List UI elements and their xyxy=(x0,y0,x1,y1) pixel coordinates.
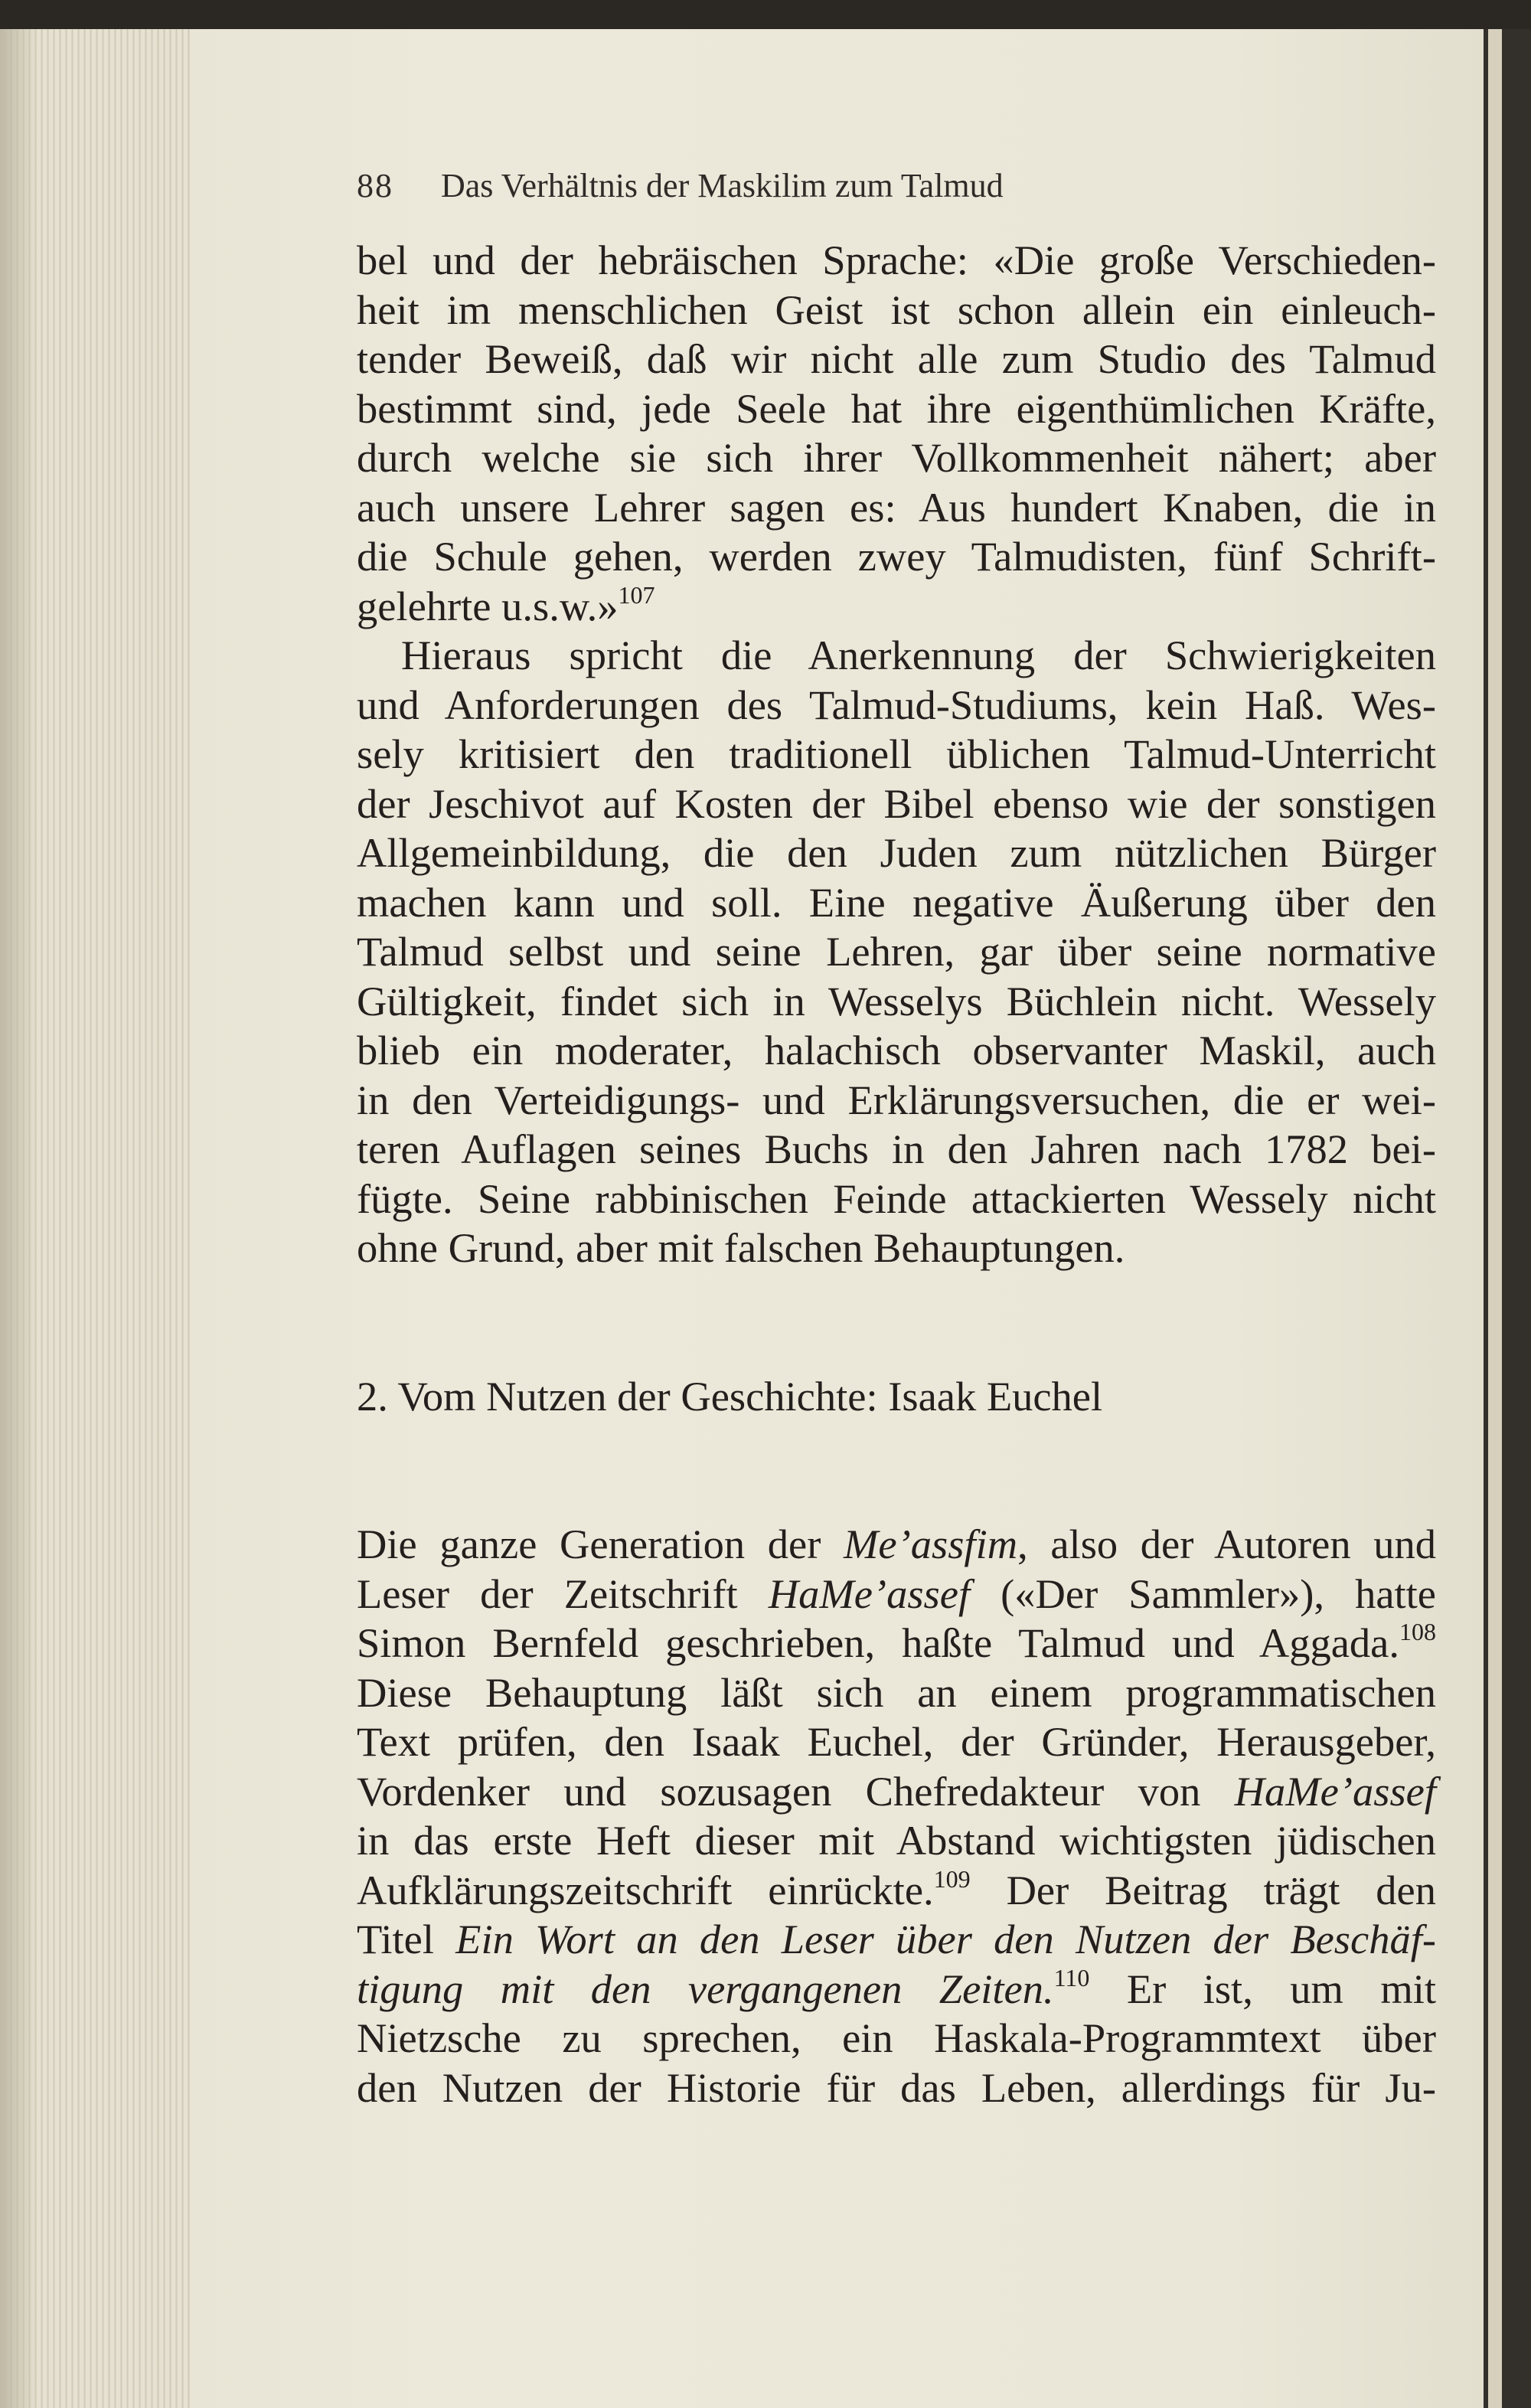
text-fragment: Der Beitrag trägt den xyxy=(970,1866,1436,1913)
text-line: sely kritisiert den traditionell üblichen Talmud-Unterricht xyxy=(357,730,1436,777)
text-line: Talmud selbst und seine Lehren, gar über seine normative xyxy=(357,928,1436,975)
text-fragment: Vordenker und sozusagen Chefredakteur von xyxy=(357,1767,1235,1815)
text-line: machen kann und soll. Eine negative Äußerung über den xyxy=(357,878,1436,926)
text-line: ohne Grund, aber mit falschen Behauptungen. xyxy=(357,1224,1125,1271)
page-edges-shadow xyxy=(0,29,38,2408)
text-line xyxy=(357,1767,1436,1817)
text-line xyxy=(357,1915,1436,1965)
text-fragment: Titel xyxy=(357,1916,456,1962)
text-line xyxy=(357,1520,1436,1570)
body-text xyxy=(357,236,1436,2112)
text-fragment: Aufklärungszeitschrift einrückte. xyxy=(357,1866,934,1913)
footnote-marker: 108 xyxy=(1399,1618,1436,1645)
text-line: bel und der hebräischen Sprache: «Die große Verschieden- xyxy=(357,237,1436,283)
text-line: Nietzsche zu sprechen, ein Haskala-Programmtext über xyxy=(357,2014,1436,2061)
text-fragment: Simon Bernfeld geschrieben, haßte Talmud und Aggada. xyxy=(357,1619,1399,1666)
footnote-marker: 109 xyxy=(933,1864,971,1893)
section-spacer xyxy=(357,1421,1436,1520)
section-spacer xyxy=(357,1273,1436,1372)
text-line: tender Beweiß, daß wir nicht alle zum Studio des Talmud xyxy=(357,335,1436,382)
page-header xyxy=(357,159,1122,213)
text-line: die Schule gehen, werden zwey Talmudisten, fünf Schrift- xyxy=(357,533,1436,580)
text-line: Diese Behauptung läßt sich an einem programmatischen xyxy=(357,1668,1436,1716)
italic-term: Me’assfim xyxy=(844,1521,1018,1567)
text-line: bestimmt sind, jede Seele hat ihre eigenthümlichen Kräfte, xyxy=(357,384,1436,432)
paragraph-first-line: Hieraus spricht die Anerkennung der Schwierigkeiten xyxy=(401,632,1436,678)
text-line xyxy=(357,1570,1436,1619)
section-heading: 2. Vom Nutzen der Geschichte: Isaak Euchel xyxy=(357,1372,1103,1420)
text-line: Gültigkeit, findet sich in Wesselys Büchlein nicht. Wessely xyxy=(357,977,1436,1024)
opposite-page-edge xyxy=(1488,29,1502,2408)
text-line: durch welche sie sich ihrer Vollkommenheit nähert; aber xyxy=(357,434,1436,481)
text-line: fügte. Seine rabbinischen Feinde attackierten Wessely nicht xyxy=(357,1175,1436,1222)
text-line xyxy=(357,1866,1436,1916)
text-line: den Nutzen der Historie für das Leben, allerdings für Ju- xyxy=(357,2063,1436,2111)
page-number: 88 xyxy=(357,167,393,204)
scanner-top-strip xyxy=(0,0,1531,29)
text-line: Text prüfen, den Isaak Euchel, der Gründer, Herausgeber, xyxy=(357,1718,1436,1765)
text-fragment: gelehrte u.s.w.» xyxy=(357,582,619,629)
italic-title: tigung mit den vergangenen Zeiten. xyxy=(357,1965,1054,2012)
text-fragment: , also der Autoren und xyxy=(1017,1521,1436,1567)
text-line: heit im menschlichen Geist ist schon allein ein einleuch- xyxy=(357,286,1436,333)
text-line: in das erste Heft dieser mit Abstand wichtigsten jüdischen xyxy=(357,1817,1436,1864)
text-line: der Jeschivot auf Kosten der Bibel ebenso wie der sonstigen xyxy=(357,779,1436,827)
text-line xyxy=(357,1965,1436,2014)
italic-title: HaMe’assef xyxy=(768,1570,971,1617)
text-line: auch unsere Lehrer sagen es: Aus hundert Knaben, die in xyxy=(357,483,1436,531)
running-title: Das Verhältnis der Maskilim zum Talmud xyxy=(441,167,1004,204)
footnote-marker: 110 xyxy=(1053,1963,1090,1991)
text-line: teren Auflagen seines Buchs in den Jahren nach 1782 bei- xyxy=(357,1126,1436,1172)
text-line: Allgemeinbildung, die den Juden zum nützlichen Bürger xyxy=(357,829,1436,876)
text-line xyxy=(357,582,1436,632)
italic-title: Ein Wort an den Leser über den Nutzen der Beschäf- xyxy=(455,1916,1436,1962)
italic-title: HaMe’assef xyxy=(1234,1767,1436,1815)
text-line: und Anforderungen des Talmud-Studiums, kein Haß. Wes- xyxy=(357,681,1436,728)
text-fragment: Die ganze Generation der xyxy=(357,1521,844,1567)
footnote-marker: 107 xyxy=(618,580,655,609)
text-line xyxy=(357,1619,1436,1668)
text-line: blieb ein moderater, halachisch observanter Maskil, auch xyxy=(357,1027,1436,1073)
text-fragment: («Der Sammler»), hatte xyxy=(970,1570,1436,1617)
text-fragment: Er ist, um mit xyxy=(1089,1965,1436,2012)
text-fragment: Leser der Zeitschrift xyxy=(357,1570,769,1617)
text-line: in den Verteidigungs- und Erklärungsversuchen, die er wei- xyxy=(357,1076,1436,1123)
